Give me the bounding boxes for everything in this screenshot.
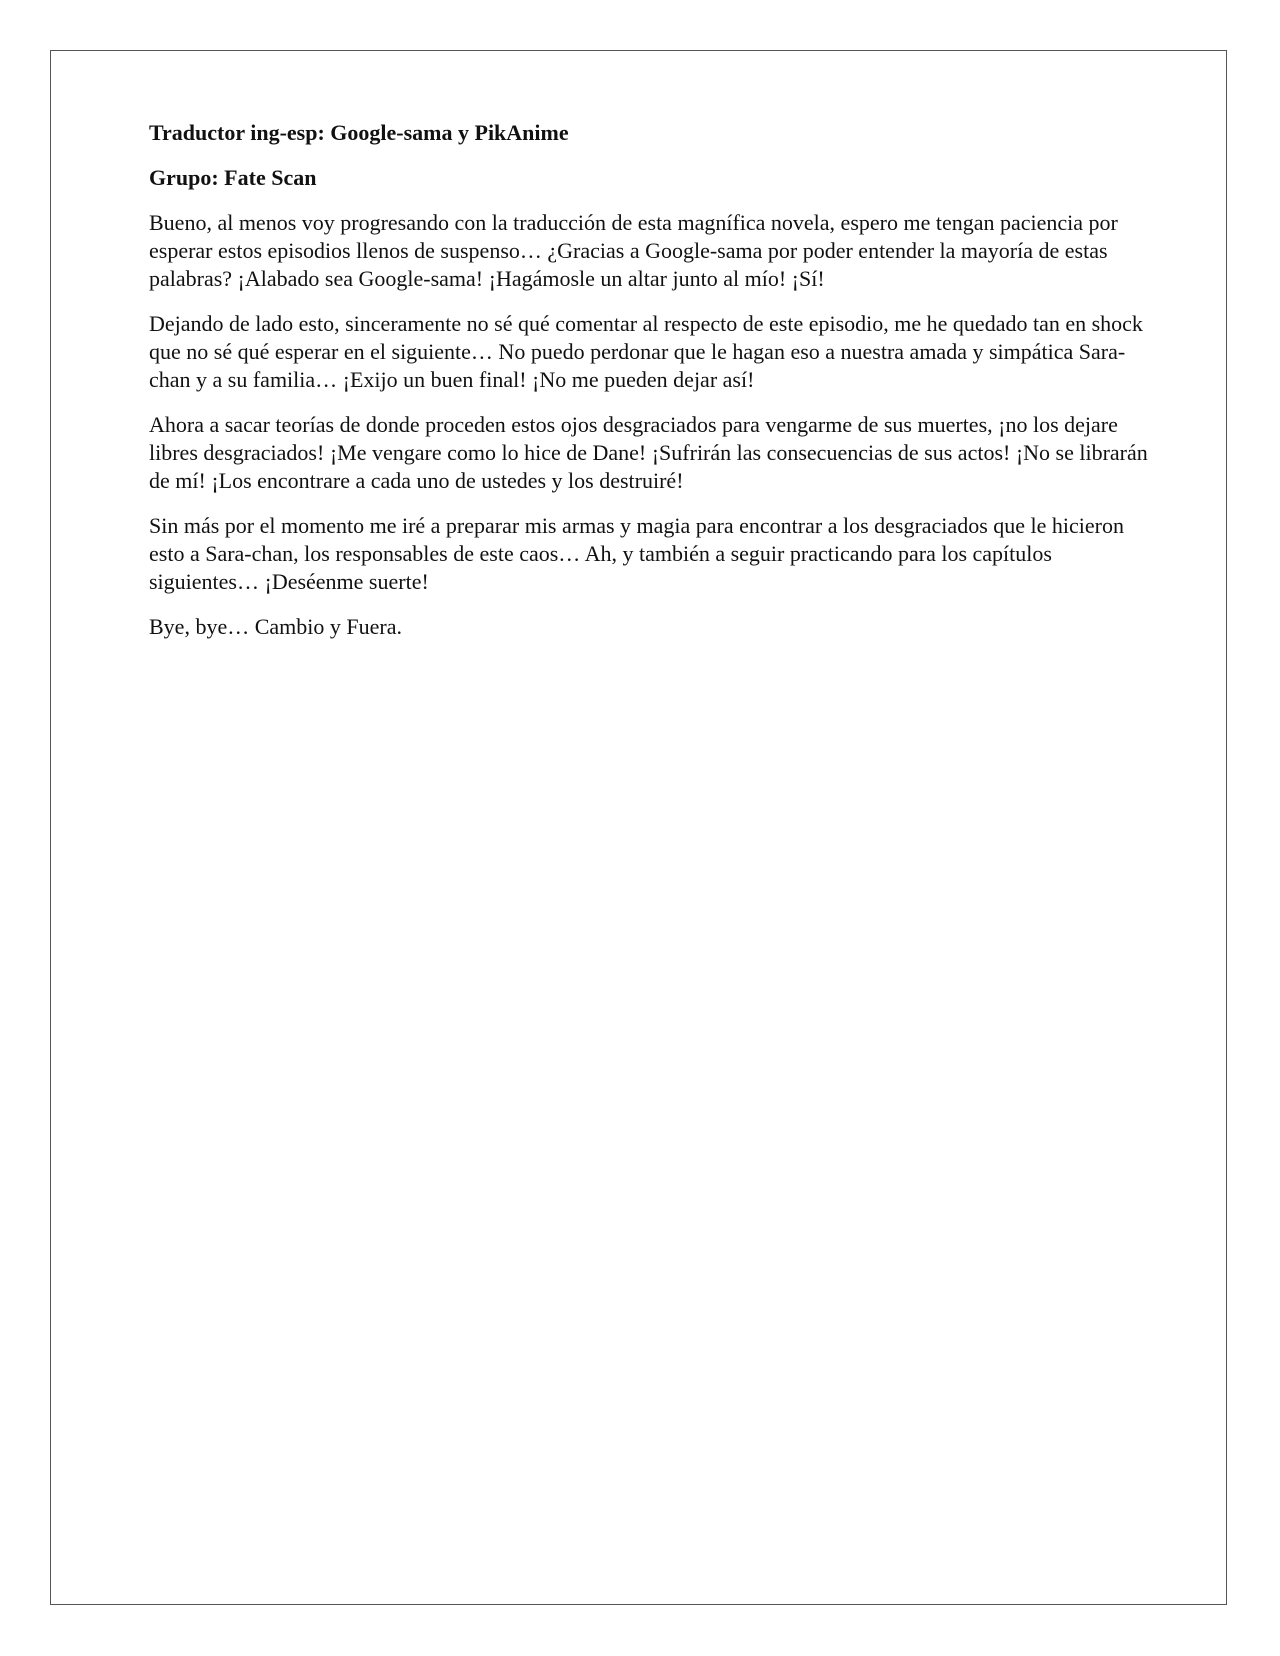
paragraph-farewell: Bye, bye… Cambio y Fuera. bbox=[149, 614, 402, 639]
document-page bbox=[50, 50, 1227, 1605]
paragraph-theories: Ahora a sacar teorías de donde proceden estos ojos desgraciados para vengarme de sus muertes, ¡no los dejare libres desgraciados! ¡Me vengare como lo hice de Dane! ¡Sufrirán las consecuencias de sus actos! ¡No se librarán de mí! ¡Los encontrare a cada uno de ustedes y los destruiré! bbox=[149, 412, 1148, 493]
group-credit: Grupo: Fate Scan bbox=[149, 165, 317, 190]
translator-credit: Traductor ing-esp: Google-sama y PikAnime bbox=[149, 120, 569, 145]
paragraph-episode-comment: Dejando de lado esto, sinceramente no sé qué comentar al respecto de este episodio, me he quedado tan en shock que no sé qué esperar en el siguiente… No puedo perdonar que le hagan eso a nuestra amada y simpática Sara-chan y a su familia… ¡Exijo un buen final! ¡No me pueden dejar así! bbox=[149, 311, 1143, 392]
paragraph-intro: Bueno, al menos voy progresando con la traducción de esta magnífica novela, espero me tengan paciencia por esperar estos episodios llenos de suspenso… ¿Gracias a Google-sama por poder entender la mayoría de estas palabras? ¡Alabado sea Google-sama! ¡Hagámosle un altar junto al mío! ¡Sí! bbox=[149, 210, 1118, 291]
paragraph-closing: Sin más por el momento me iré a preparar mis armas y magia para encontrar a los desgraciados que le hicieron esto a Sara-chan, los responsables de este caos… Ah, y también a seguir practicando para los capítulos siguientes… ¡Deséenme suerte! bbox=[149, 513, 1124, 594]
document-body bbox=[149, 119, 1149, 658]
